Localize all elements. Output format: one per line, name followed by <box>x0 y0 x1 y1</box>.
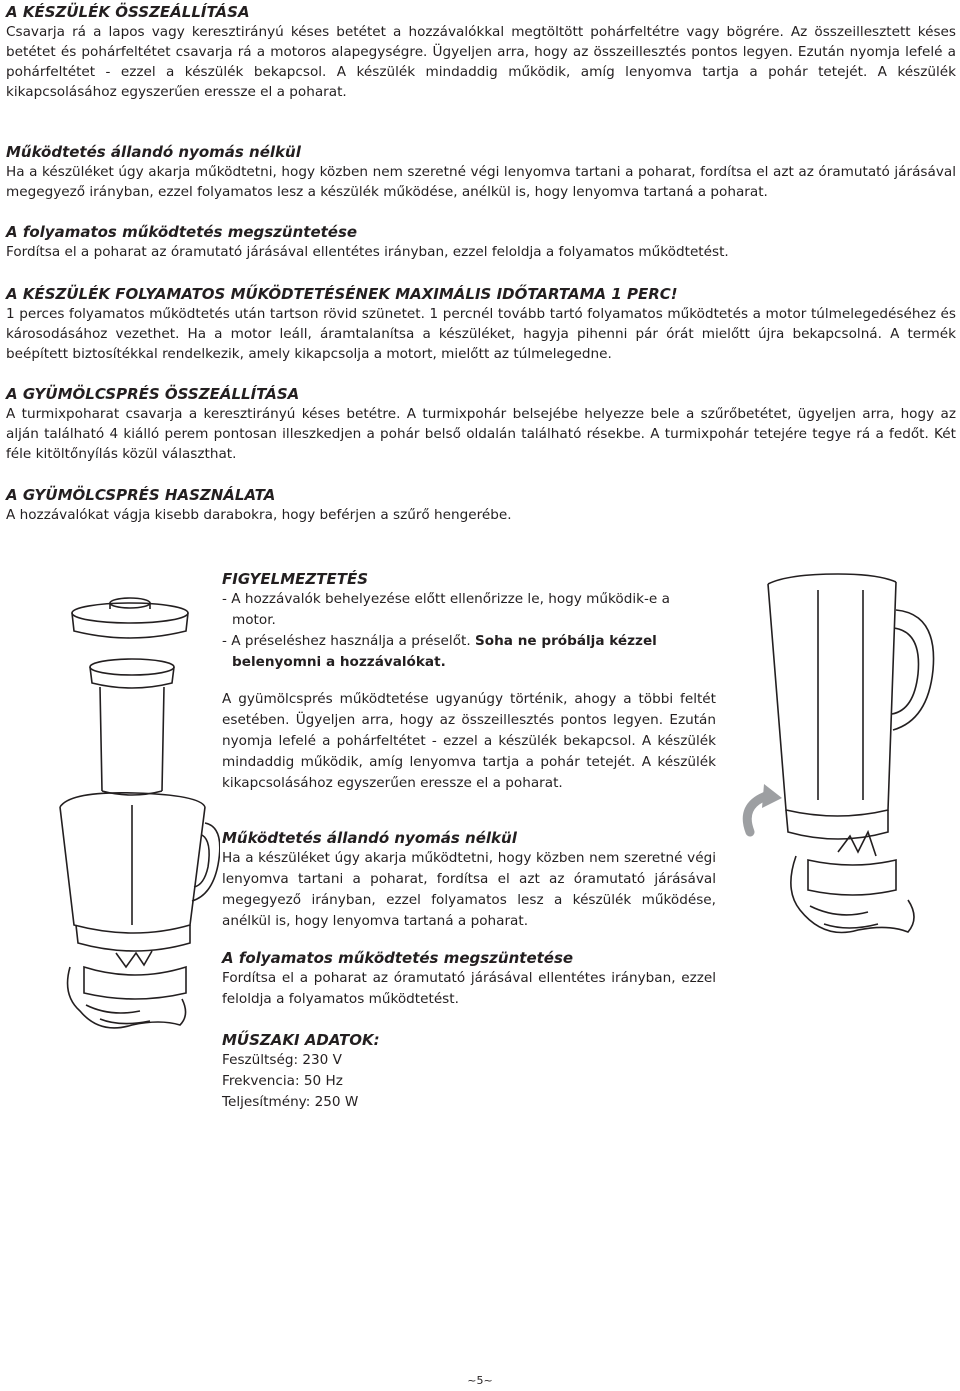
warning-block <box>222 569 716 673</box>
section-title: A folyamatos működtetés megszüntetése <box>222 949 574 967</box>
section-title: A KÉSZÜLÉK FOLYAMATOS MŰKÖDTETÉSÉNEK MAXIMÁLIS IDŐTARTAMA 1 PERC! <box>6 285 678 303</box>
section-text: A turmixpoharat csavarja a keresztirányú késes betétre. A turmixpohár belsejébe helyezze bele a szűrőbetétet, ügyeljen arra, hogy az alján található 4 kiálló perem pontosan illeszkedjen a pohár belső oldalán található résekbe. A turmixpohár tetejére tegye rá a fedőt. Két féle kitöltőnyílás közül választhat. <box>6 406 956 462</box>
section-title: Működtetés állandó nyomás nélkül <box>6 143 301 161</box>
section-max-duration <box>6 284 956 364</box>
section-text: Ha a készüléket úgy akarja működtetni, hogy közben nem szeretné végi lenyomva tartani a poharat, fordítsa el azt az óramutató járásával megegyező irányban, ezzel folyamatos lesz a készülék működése, anélkül is, hogy lenyomva tartaná a poharat. <box>222 850 716 929</box>
section-title: Működtetés állandó nyomás nélkül <box>222 829 517 847</box>
section-text: Ha a készüléket úgy akarja működtetni, hogy közben nem szeretné végi lenyomva tartani a poharat, fordítsa el azt az óramutató járásával megegyező irányban, ezzel folyamatos lesz a készülék működése, anélkül is, hogy lenyomva tartaná a poharat. <box>6 164 956 200</box>
press-text: A gyümölcsprés működtetése ugyanúgy történik, ahogy a többi feltét esetében. Ügyeljen arra, hogy az összeillesztés pontos legyen. Ezután nyomja lefelé a pohárfeltétet - ezzel a készülék bekapcsol. A készülék mindaddig működik, amíg lenyomva tartja a pohár tetejét. A készülék kikapcsolásához egyszerűen eressze el a poharat. <box>222 691 716 791</box>
list-item: - A hozzávalók behelyezése előtt ellenőrizze le, hogy működik-e a motor. <box>222 591 670 628</box>
section-title: A GYÜMÖLCSPRÉS ÖSSZEÁLLÍTÁSA <box>6 385 300 403</box>
section-text: Fordítsa el a poharat az óramutató járásával ellentétes irányban, ezzel feloldja a folyamatos működtetést. <box>6 244 729 260</box>
section-text: 1 perces folyamatos működtetés után tartson rövid szünetet. 1 percnél tovább tartó folyamatos működtetés a motor túlmelegedéséhez és károsodásához vezethet. Ha a motor leáll, áramtalanítsa a készüléket, hagyja pihenni pár órát mielőtt újra bekapcsolná. A termék beépített biztosítékkal rendelkezik, amely kikapcsolja a motort, mielőtt az túlmelegedne. <box>6 306 956 362</box>
section-text: A hozzávalókat vágja kisebb darabokra, hogy beférjen a szűrő hengerébe. <box>6 507 512 523</box>
section-juicer-assembly <box>6 384 956 464</box>
spec-frequency: Frekvencia: 50 Hz <box>222 1073 343 1089</box>
page-number: ~5~ <box>467 1374 493 1387</box>
section-text: Fordítsa el a poharat az óramutató járásával ellentétes irányban, ezzel feloldja a folyamatos működtetést. <box>222 970 716 1007</box>
specs-block <box>222 1030 716 1113</box>
col-continuous-operation <box>222 828 716 932</box>
jug-rotation-illustration <box>728 570 958 975</box>
list-item <box>222 631 716 673</box>
spec-power: Teljesítmény: 250 W <box>222 1094 359 1110</box>
col-stop-continuous <box>222 948 716 1010</box>
section-title: A GYÜMÖLCSPRÉS HASZNÁLATA <box>6 486 276 504</box>
press-operation-block <box>222 689 716 794</box>
section-juicer-usage <box>6 485 956 525</box>
spec-voltage: Feszültség: 230 V <box>222 1052 342 1068</box>
section-text: Csavarja rá a lapos vagy keresztirányú késes betétet a hozzávalókkal megtöltött pohárfeltétre vagy bögrére. Az összeillesztett késes betétet és pohárfeltétet csavarja rá a motoros alapegységre. Ügyeljen arra, hogy az összeillesztés pontos legyen. Ezután nyomja lefelé a pohárfeltétet - ezzel a készülék bekapcsol. A készülék mindaddig működik, amíg lenyomva tartja a pohár tetejét. A készülék kikapcsolásához egyszerűen eressze el a poharat. <box>6 24 956 100</box>
section-title: A KÉSZÜLÉK ÖSSZEÁLLÍTÁSA <box>6 3 250 21</box>
section-stop-continuous <box>6 222 956 262</box>
specs-title: MŰSZAKI ADATOK: <box>222 1031 380 1049</box>
list-item-text: - A préseléshez használja a préselőt. <box>222 633 475 649</box>
section-continuous-operation <box>6 142 956 202</box>
list-item-bold-text: Soha ne próbálja kézzel belenyomni a hozzávalókat. <box>232 633 657 670</box>
section-assembly <box>6 2 956 102</box>
section-title: A folyamatos működtetés megszüntetése <box>6 223 358 241</box>
juicer-assembly-illustration <box>40 595 220 1040</box>
warning-title: FIGYELMEZTETÉS <box>222 570 369 588</box>
warning-list <box>222 589 716 673</box>
